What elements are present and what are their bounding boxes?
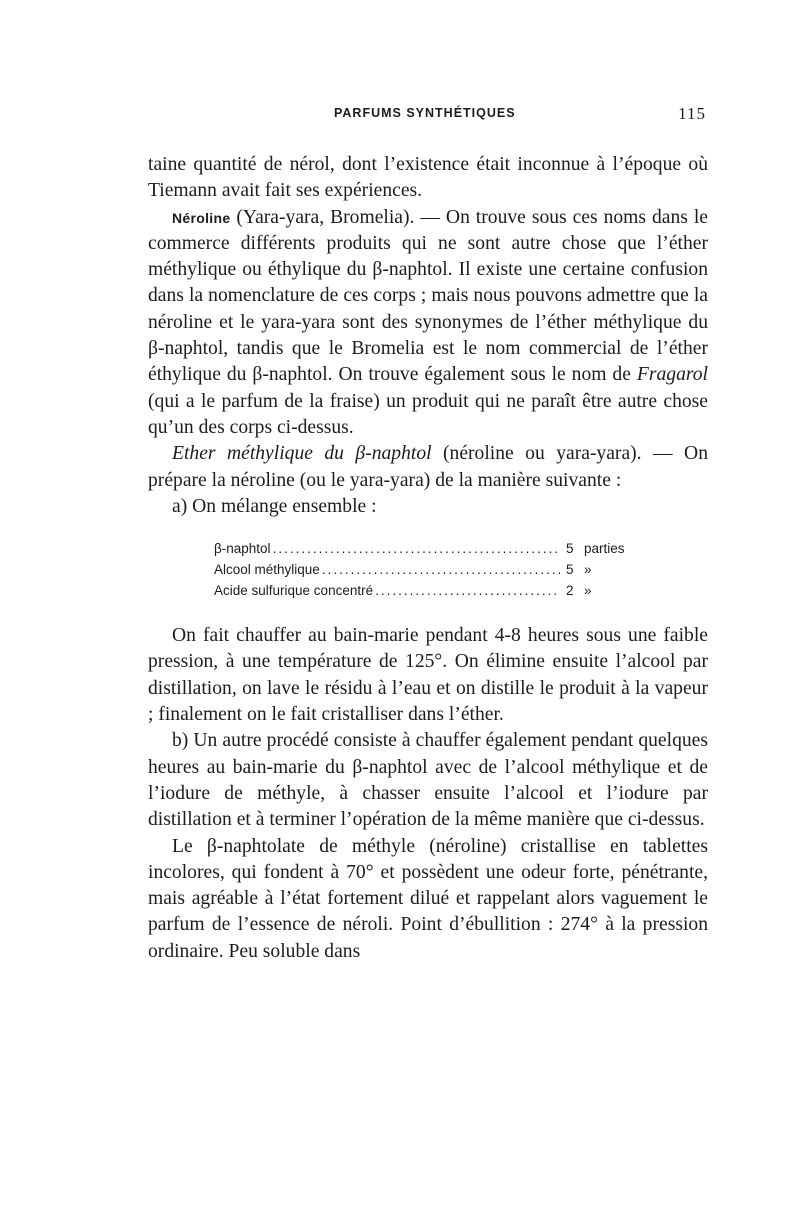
body-text — [148, 152, 708, 965]
recipe-ingredient: Acide sulfurique concentré — [214, 583, 374, 599]
running-title: PARFUMS SYNTHÉTIQUES — [334, 106, 516, 120]
leader-dots — [375, 580, 560, 601]
paragraph-ether — [148, 441, 708, 494]
paragraph-neroline-text-b: (qui a le parfum de la fraise) un produit qui ne paraît être autre chose qu’un des corps ci-dessus. — [148, 390, 708, 438]
paragraph-step-b: b) Un autre procédé consiste à chauffer également pendant quelques heures au bain-marie du β-naphtol avec de l’alcool méthylique et de l’iodure de méthyle, à chasser ensuite l’alcool et l’iodure par distillation et à terminer l’opération de la même manière que ci-dessus. — [148, 730, 708, 831]
subsection-head-ether: Ether méthylique du β-naphtol — [172, 443, 432, 465]
paragraph-heating: On fait chauffer au bain-marie pendant 4-8 heures sous une faible pression, à une température de 125°. On élimine ensuite l’alcool par distillation, on lave le résidu à l’eau et on distille le produit à la vapeur ; finalement on le fait cristalliser dans l’éther. — [148, 625, 708, 726]
book-page — [148, 104, 708, 965]
fragarol-term: Fragarol — [636, 364, 708, 386]
running-head — [148, 104, 708, 130]
recipe-row — [214, 538, 648, 559]
recipe-ingredient: Alcool méthylique — [214, 562, 320, 578]
recipe-unit: » — [584, 583, 592, 599]
paragraph-continuation: taine quantité de nérol, dont l’existence était inconnue à l’époque où Tiemann avait fait ses expériences. — [148, 154, 708, 202]
section-head-neroline: Néroline — [172, 209, 231, 226]
paragraph-properties: Le β-naphtolate de méthyle (néroline) cristallise en tablettes incolores, qui fondent à 70° et possèdent une odeur forte, pénétrante, mais agréable à l’état fortement dilué et rappelant alors vaguement le parfum de l’essence de néroli. Point d’ébullition : 274° à la pression ordinaire. Peu soluble dans — [148, 835, 708, 962]
recipe-list — [214, 538, 648, 601]
recipe-unit: parties — [584, 541, 625, 557]
recipe-row — [214, 559, 648, 580]
recipe-quantity: 5 — [566, 562, 574, 578]
paragraph-step-a: a) On mélange ensemble : — [172, 495, 377, 517]
recipe-unit: » — [584, 562, 592, 578]
recipe-ingredient: β-naphtol — [214, 541, 271, 557]
leader-dots — [322, 559, 560, 580]
recipe-quantity: 5 — [566, 541, 574, 557]
paragraph-neroline — [148, 205, 708, 442]
recipe-row — [214, 580, 648, 601]
recipe-quantity: 2 — [566, 583, 574, 599]
paragraph-neroline-text-a: (Yara-yara, Bromelia). — On trouve sous ces noms dans le commerce différents produits qui ne sont autre chose que l’éther méthylique ou éthylique du β-naphtol. Il existe une certaine confusion dans la nomenclature de ces corps ; mais nous pouvons admettre que la néroline et le yara-yara sont des synonymes de l’éther méthylique du β-naphtol, tandis que le Bromelia est le nom commercial de l’éther éthylique du β-naphtol. On trouve également sous le nom de — [148, 206, 708, 386]
leader-dots — [273, 538, 560, 559]
page-number: 115 — [678, 104, 706, 123]
paragraph-ether-text: (néroline ou yara-yara). — On prépare la néroline (ou le yara-yara) de la manière suivante : — [148, 443, 708, 491]
